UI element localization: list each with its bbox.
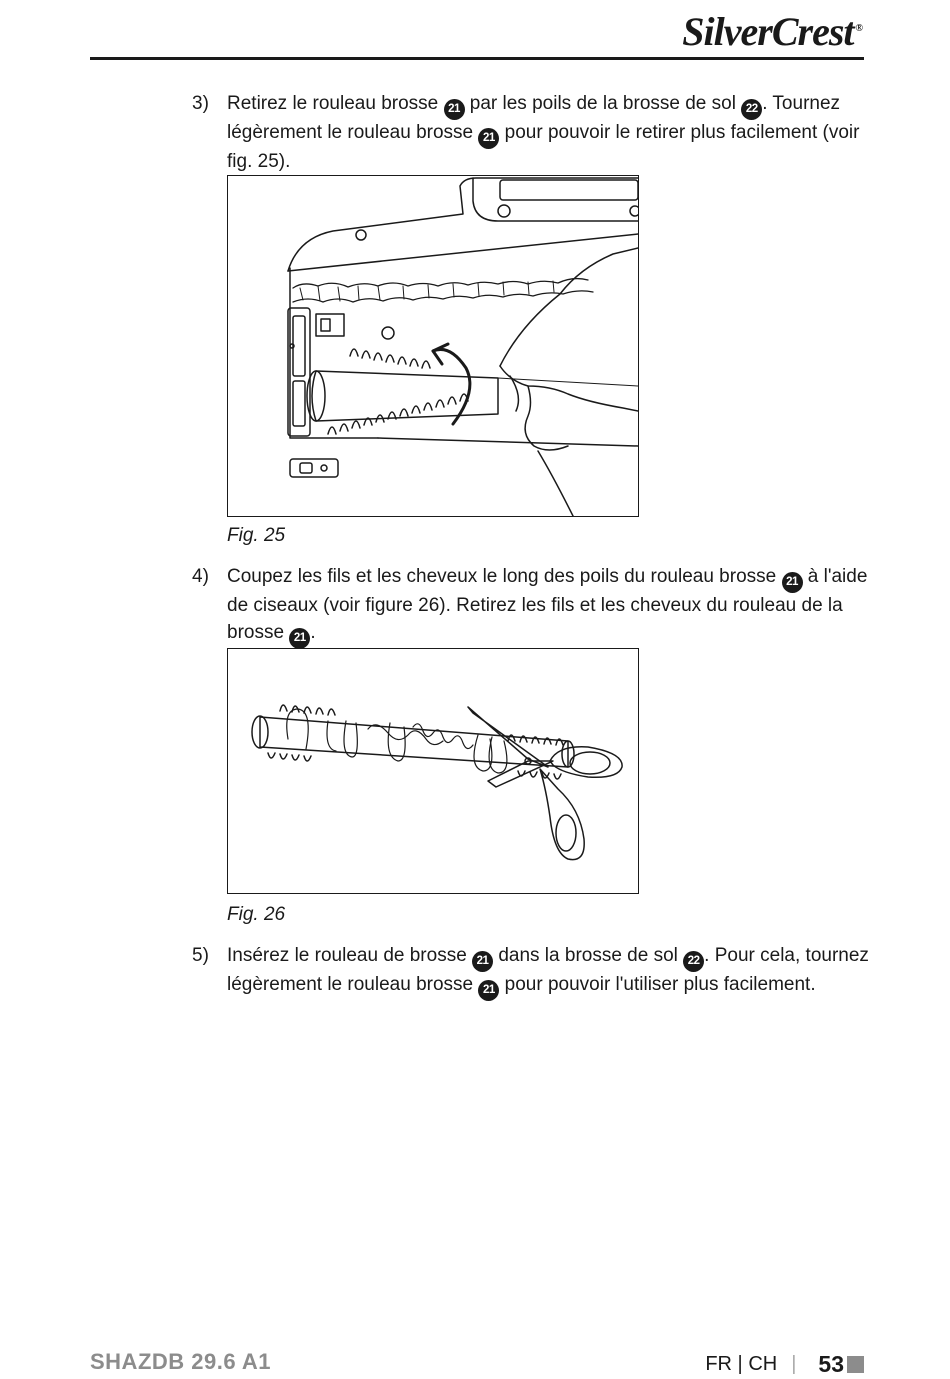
step-text — [227, 91, 872, 176]
reference-number-badge: 21 — [289, 628, 310, 649]
footer-page-info — [705, 1349, 864, 1379]
reference-number-badge: 21 — [444, 99, 465, 120]
brand-logo — [682, 8, 862, 55]
step-number: 3) — [192, 93, 209, 114]
header-rule — [90, 57, 864, 60]
step-number: 4) — [192, 566, 209, 587]
step-text-segment: par les poils de la brosse de sol — [464, 93, 742, 114]
step-text-segment: à l'aide de ciseaux (voir figure 26). Retirez les fils et les cheveux du rouleau de la brosse — [227, 566, 868, 643]
figure-26 — [227, 648, 639, 894]
step-text-segment: . Pour cela, tournez légèrement le rouleau brosse — [227, 945, 869, 995]
step-text-segment: . Tournez légèrement le rouleau brosse — [227, 93, 841, 143]
language-codes: FR | CH — [705, 1352, 778, 1375]
step-text-segment: Coupez les fils et les cheveux le long des poils du rouleau brosse — [227, 566, 782, 587]
reference-number-badge: 21 — [478, 128, 499, 149]
step-5 — [192, 943, 872, 1001]
figure-25 — [227, 175, 639, 517]
step-number: 5) — [192, 945, 209, 966]
brand-name: SilverCrest — [682, 9, 854, 54]
footer-separator: | — [791, 1352, 797, 1375]
step-text-segment: dans la brosse de sol — [493, 945, 684, 966]
page-marker-square — [847, 1356, 864, 1373]
step-text-segment: . — [310, 621, 316, 643]
figure-25-caption: Fig. 25 — [227, 525, 286, 546]
model-number: SHAZDB 29.6 A1 — [90, 1349, 272, 1374]
step-4 — [192, 564, 872, 649]
reference-number-badge: 21 — [782, 572, 803, 593]
reference-number-badge: 22 — [683, 951, 704, 972]
step-text-segment: pour pouvoir l'utiliser plus facilement. — [499, 974, 816, 995]
step-3 — [192, 91, 872, 176]
step-text — [227, 943, 872, 1001]
page-number: 53 — [818, 1350, 844, 1377]
reference-number-badge: 21 — [472, 951, 493, 972]
figure-26-caption: Fig. 26 — [227, 904, 286, 925]
reference-number-badge: 21 — [478, 980, 499, 1001]
reference-number-badge: 22 — [741, 99, 762, 120]
brush-roll-removal-illustration — [228, 176, 638, 516]
step-text-segment: pour pouvoir le retirer plus facilement (voir fig. 25). — [227, 122, 860, 172]
step-text-segment: Retirez le rouleau brosse — [227, 93, 444, 114]
step-text-segment: Insérez le rouleau de brosse — [227, 945, 473, 966]
step-text — [227, 564, 872, 649]
registered-mark: ® — [855, 22, 862, 34]
scissors-cutting-hair-illustration — [228, 649, 638, 893]
